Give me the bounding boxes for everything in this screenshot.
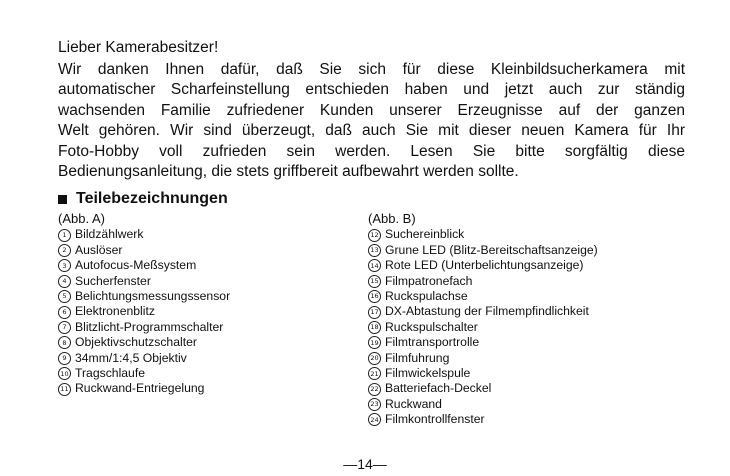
part-list-item [368,412,668,427]
part-list-item [368,258,668,273]
figure-b-parts [368,211,668,428]
circled-number-icon: 15 [368,275,381,288]
section-heading [58,190,228,208]
circled-number-icon: 21 [368,367,381,380]
part-name: 34mm/1:4,5 Objektiv [75,350,187,365]
circled-number-icon: 19 [368,336,381,349]
part-name: Ruckwand-Entriegelung [75,381,205,396]
circled-number-icon: 11 [58,383,71,396]
figure-a-label: (Abb. A) [58,211,105,226]
part-list-item [58,351,318,366]
part-name: Elektronenblitz [75,304,155,319]
part-name: Filmtransportrolle [385,335,480,350]
part-list-item [58,381,318,396]
part-list-item [58,335,318,350]
part-list-item [368,304,668,319]
page-number: —14— [343,456,387,472]
part-list-item [368,366,668,381]
circled-number-icon: 9 [58,352,71,365]
circled-number-icon: 20 [368,352,381,365]
part-list-item [58,366,318,381]
intro-line: Bedienungsanleitung, die stets griffbereit aufbewahrt werden sollte. [58,163,519,181]
intro-line: automatischer Scharfeinstellung entschieden haben und jetzt auch zur ständig [58,81,685,99]
circled-number-icon: 13 [368,244,381,257]
part-list-item [58,243,318,258]
part-list-item [58,304,318,319]
circled-number-icon: 22 [368,383,381,396]
part-list-item [58,258,318,273]
circled-number-icon: 3 [58,259,71,272]
part-list-item [368,335,668,350]
part-name: Batteriefach-Deckel [385,381,492,396]
part-list-item [368,397,668,412]
intro-paragraph [58,60,685,182]
figure-a-list [58,227,318,396]
circled-number-icon: 12 [368,229,381,242]
part-name: DX-Abtastung der Filmempfindlichkeit [385,304,589,319]
part-name: Filmpatronefach [385,273,473,288]
part-list-item [58,227,318,242]
intro-line: Wir danken Ihnen dafür, daß Sie sich für diese Kleinbildsucherkamera mit [58,61,685,78]
section-heading-text: Teilebezeichnungen [76,190,228,207]
part-list-item [368,289,668,304]
part-name: Ruckspulachse [385,289,468,304]
part-list-item [368,351,668,366]
part-name: Autofocus-Meßsystem [75,258,197,273]
part-list-item [368,320,668,335]
figure-b-label: (Abb. B) [368,211,416,226]
figure-b-list [368,227,668,427]
part-list-item [58,289,318,304]
square-bullet-icon [58,195,67,204]
part-name: Filmwickelspule [385,366,471,381]
part-name: Suchereinblick [385,227,465,242]
part-list-item [58,320,318,335]
part-name: Rote LED (Unterbelichtungsanzeige) [385,258,584,273]
circled-number-icon: 4 [58,275,71,288]
part-name: Blitzlicht-Programmschalter [75,319,224,334]
part-name: Belichtungsmessungssensor [75,289,231,304]
part-name: Filmfuhrung [385,350,450,365]
part-name: Ruckwand [385,396,442,411]
part-name: Ruckspulschalter [385,319,478,334]
part-name: Tragschlaufe [75,366,146,381]
circled-number-icon: 5 [58,290,71,303]
figure-a-parts [58,211,318,397]
part-name: Sucherfenster [75,273,151,288]
intro-line: wachsenden Familie zufriedener Kunden unserer Erzeugnisse auf der ganzen [58,101,685,119]
circled-number-icon: 23 [368,398,381,411]
part-list-item [58,274,318,289]
part-name: Filmkontrollfenster [385,412,485,427]
circled-number-icon: 14 [368,259,381,272]
circled-number-icon: 6 [58,306,71,319]
part-name: Bildzählwerk [75,227,144,242]
circled-number-icon: 7 [58,321,71,334]
part-list-item [368,227,668,242]
part-list-item [368,274,668,289]
circled-number-icon: 18 [368,321,381,334]
intro-line: Welt gehören. Wir sind überzeugt, daß auch Sie mit dieser neuen Kamera für Ihr [58,122,685,140]
part-name: Objektivschutzschalter [75,335,197,350]
part-list-item [368,381,668,396]
circled-number-icon: 10 [58,367,71,380]
greeting: Lieber Kamerabesitzer! [58,39,219,56]
circled-number-icon: 2 [58,244,71,257]
part-name: Grune LED (Blitz-Bereitschaftsanzeige) [385,242,598,257]
intro-line: Foto-Hobby voll zufrieden sein werden. Lesen Sie bitte sorgfältig diese [58,142,685,160]
circled-number-icon: 8 [58,336,71,349]
part-list-item [368,243,668,258]
circled-number-icon: 16 [368,290,381,303]
circled-number-icon: 24 [368,413,381,426]
circled-number-icon: 1 [58,229,71,242]
part-name: Auslöser [75,242,123,257]
circled-number-icon: 17 [368,306,381,319]
